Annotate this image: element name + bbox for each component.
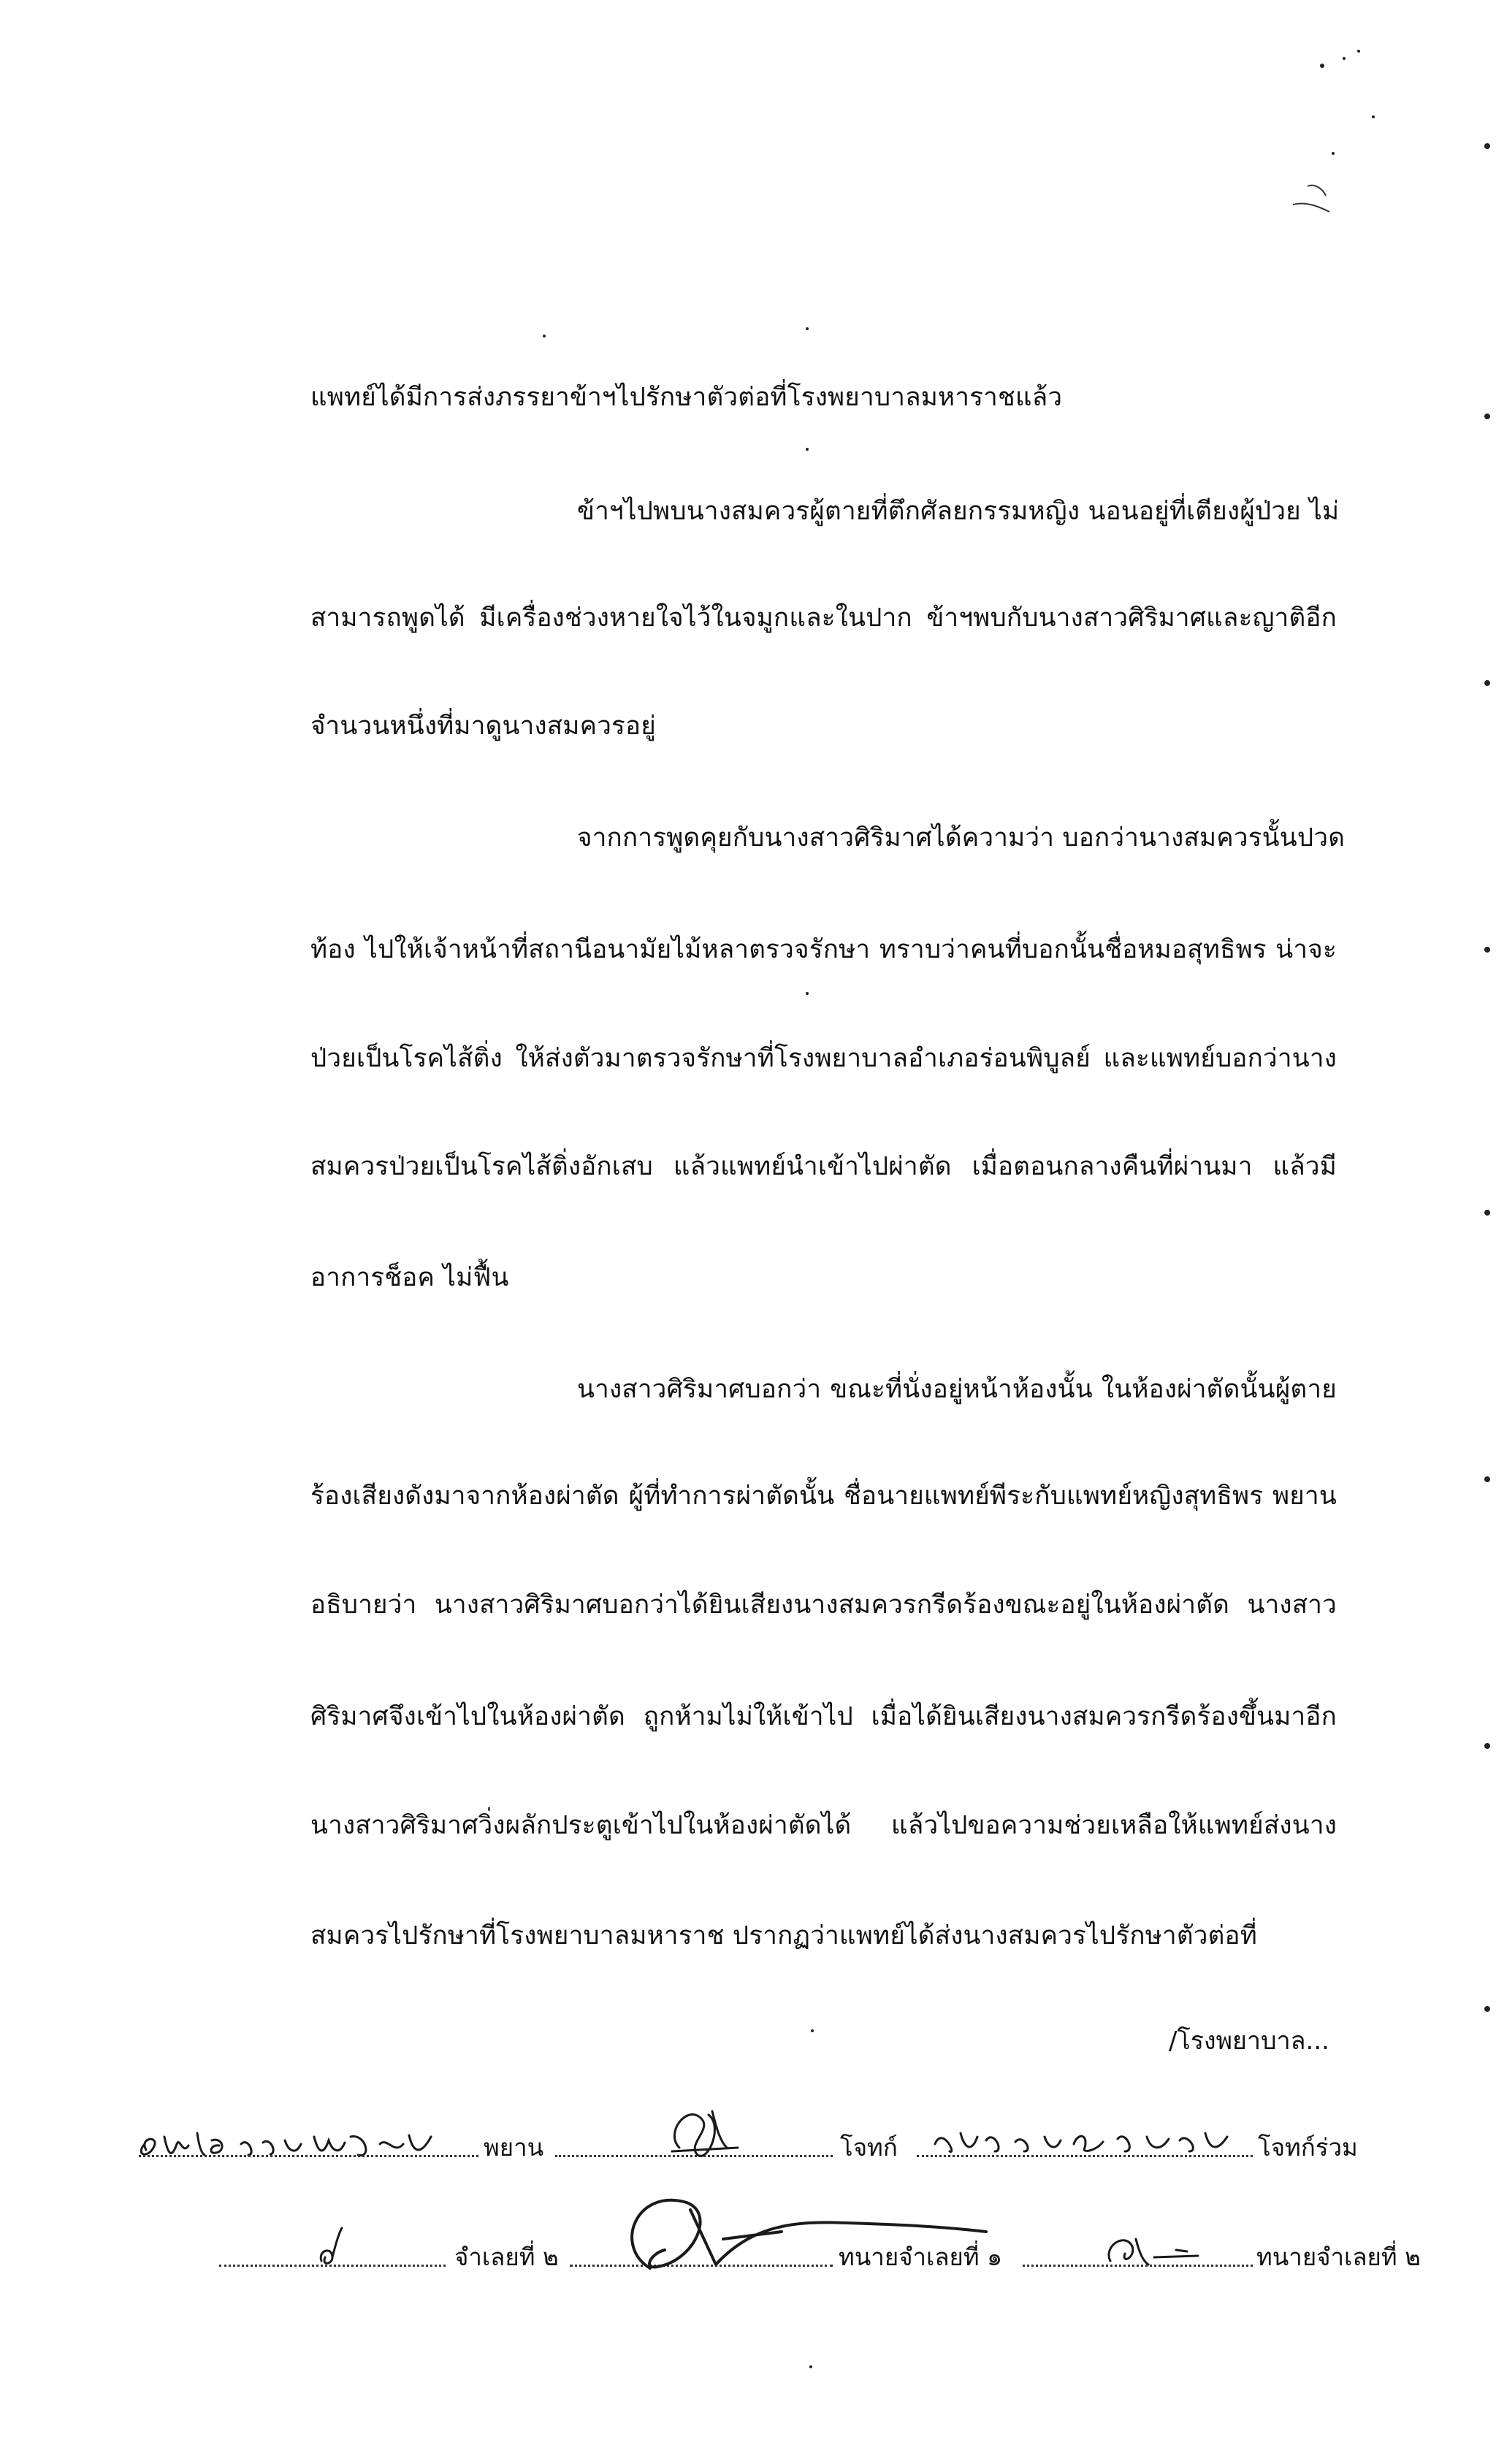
paragraph-line: ท้อง ไปให้เจ้าหน้าที่สถานีอนามัยไม้หลาตรวจรักษา ทราบว่าคนที่บอกนั้นชื่อหมอสุทธิพร น่าจะ [310, 935, 1337, 964]
paragraph-line: สมควรป่วยเป็นโรคไส้ติ่งอักเสบ แล้วแพทย์นำเข้าไปผ่าตัด เมื่อตอนกลางคืนที่ผ่านมา แล้วมี [310, 1152, 1337, 1181]
plaintiff-label: โจทก์ [840, 2133, 898, 2162]
paragraph-line: ป่วยเป็นโรคไส้ติ่ง ให้ส่งตัวมาตรวจรักษาที่โรงพยาบาลอำเภอร่อนพิบูลย์ และแพทย์บอกว่านาง [310, 1044, 1337, 1073]
paragraph-line: นางสาวศิริมาศวิ่งผลักประตูเข้าไปในห้องผ่าตัดได้ แล้วไปขอความช่วยเหลือให้แพทย์ส่งนาง [310, 1811, 1337, 1840]
lawyer1-label: ทนายจำเลยที่ ๑ [839, 2243, 1003, 2271]
paragraph-line: นางสาวศิริมาศบอกว่า ขณะที่นั่งอยู่หน้าห้องนั้น ในห้องผ่าตัดนั้นผู้ตาย [577, 1375, 1337, 1404]
continuation-note: /โรงพยาบาล... [1169, 2026, 1329, 2056]
paragraph-line: จำนวนหนึ่งที่มาดูนางสมควรอยู่ [310, 712, 656, 741]
paragraph-line: อาการช็อค ไม่ฟื้น [310, 1263, 509, 1292]
defendant-signature [307, 2221, 365, 2272]
paragraph-line: อธิบายว่า นางสาวศิริมาศบอกว่าได้ยินเสียงนางสมควรกรีดร้องขณะอยู่ในห้องผ่าตัด นางสาว [310, 1590, 1337, 1620]
witness-label: พยาน [484, 2133, 544, 2162]
plaintiff-dotted-line [917, 2155, 1253, 2157]
defendant2-label: จำเลยที่ ๒ [454, 2243, 559, 2271]
co-plaintiff-label: โจทก์ร่วม [1258, 2133, 1358, 2162]
witness-signature [131, 2115, 482, 2166]
paragraph-line: ข้าฯไปพบนางสมควรผู้ตายที่ตึกศัลยกรรมหญิง นอนอยู่ที่เตียงผู้ป่วย ไม่ [577, 497, 1340, 526]
paragraph-line: ร้องเสียงดังมาจากห้องผ่าตัด ผู้ที่ทำการผ่าตัดนั้น ชื่อนายแพทย์พีระกับแพทย์หญิงสุทธิพร พยาน [310, 1481, 1337, 1511]
paragraph-line: จากการพูดคุยกับนางสาวศิริมาศได้ความว่า บอกว่านางสมควรนั้นปวด [577, 823, 1346, 853]
paragraph-line: สมควรไปรักษาที่โรงพยาบาลมหาราช ปรากฏว่าแพทย์ได้ส่งนางสมควรไปรักษาตัวต่อที่ [310, 1921, 1258, 1950]
witness-dotted-line [139, 2155, 478, 2157]
paragraph-line: สามารถพูดได้ มีเครื่องช่วงหายใจไว้ในจมูกและในปาก ข้าฯพบกับนางสาวศิริมาศและญาติอีก [310, 603, 1337, 633]
initial-signature [657, 2097, 752, 2162]
lawyer2-label: ทนายจำเลยที่ ๒ [1256, 2243, 1421, 2271]
lawyer2-signature [1096, 2221, 1213, 2272]
paragraph-line: แพทย์ได้มีการส่งภรรยาข้าฯไปรักษาตัวต่อที่โรงพยาบาลมหาราชแล้ว [310, 383, 1063, 412]
paragraph-line: ศิริมาศจึงเข้าไปในห้องผ่าตัด ถูกห้ามไม่ให้เข้าไป เมื่อได้ยินเสียงนางสมควรกรีดร้องขึ้นมาอีก [310, 1702, 1337, 1731]
